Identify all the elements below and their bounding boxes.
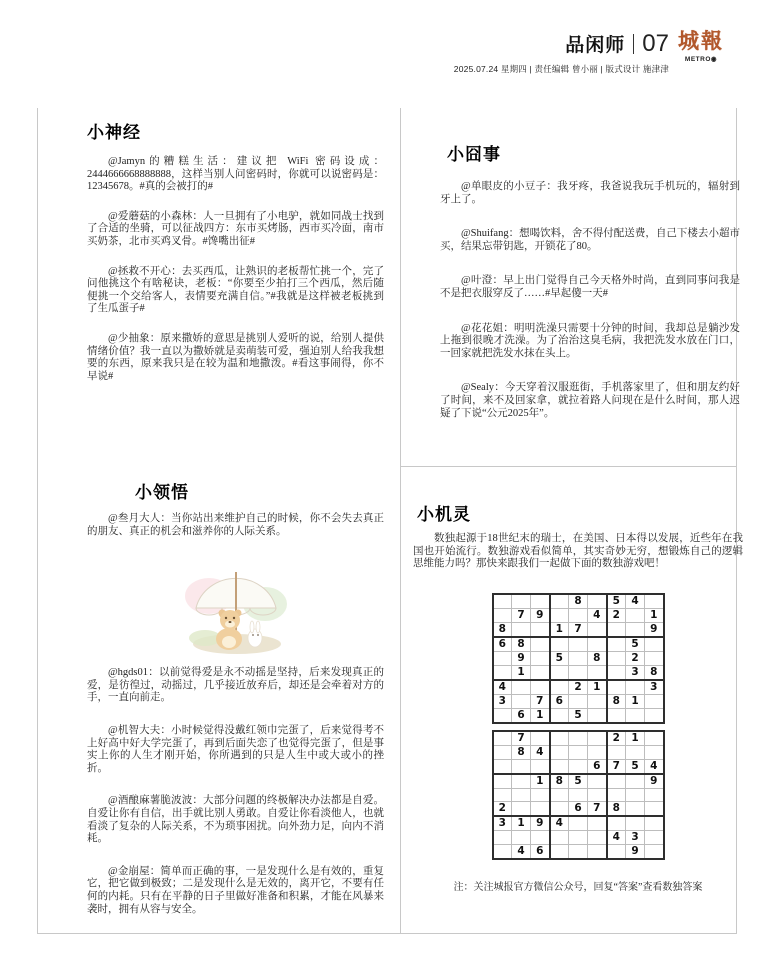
sudoku-cell xyxy=(645,637,664,652)
sudoku-cell: 4 xyxy=(588,608,607,622)
sudoku-cell xyxy=(550,608,569,622)
sudoku-cell xyxy=(550,708,569,723)
right-section-divider xyxy=(400,466,737,467)
sudoku-cell: 9 xyxy=(531,816,550,831)
sudoku-cell: 2 xyxy=(569,680,588,695)
page-number: 07 xyxy=(642,29,669,57)
sudoku-cell xyxy=(493,608,512,622)
sudoku-cell: 7 xyxy=(588,801,607,816)
sudoku-cell: 5 xyxy=(626,759,645,774)
sudoku-cell: 1 xyxy=(626,694,645,708)
sudoku-cell xyxy=(531,680,550,695)
sudoku-cell: 7 xyxy=(531,694,550,708)
sudoku-cell: 8 xyxy=(512,637,531,652)
sudoku-cell xyxy=(493,665,512,680)
sudoku-cell xyxy=(626,708,645,723)
masthead-title xyxy=(454,30,669,57)
sudoku-cell xyxy=(645,731,664,746)
sudoku-cell: 7 xyxy=(607,759,626,774)
sudoku-cell xyxy=(531,801,550,816)
sudoku-cell: 3 xyxy=(493,816,512,831)
sudoku-table xyxy=(492,730,665,860)
sudoku-cell xyxy=(607,788,626,801)
section-xiaojiling xyxy=(413,500,743,894)
sudoku-cell: 4 xyxy=(607,830,626,844)
sudoku-cell xyxy=(550,731,569,746)
sudoku-cell xyxy=(569,731,588,746)
sudoku-cell: 1 xyxy=(645,608,664,622)
sudoku-cell xyxy=(550,637,569,652)
sudoku-cell: 8 xyxy=(512,745,531,759)
sudoku-cell: 5 xyxy=(607,594,626,609)
sudoku-cell xyxy=(531,637,550,652)
sudoku-cell xyxy=(607,622,626,637)
sudoku-cell: 8 xyxy=(550,774,569,789)
sudoku-cell xyxy=(588,844,607,859)
sudoku-cell xyxy=(550,745,569,759)
sudoku-cell xyxy=(645,788,664,801)
sudoku-cell xyxy=(626,680,645,695)
sudoku-cell xyxy=(512,774,531,789)
sudoku-cell xyxy=(531,731,550,746)
sudoku-cell: 8 xyxy=(493,622,512,637)
sudoku-cell xyxy=(531,651,550,665)
sudoku-cell xyxy=(569,816,588,831)
sudoku-cell xyxy=(569,694,588,708)
sudoku-cell xyxy=(550,665,569,680)
sudoku-cell xyxy=(607,844,626,859)
sudoku-cell xyxy=(588,594,607,609)
sudoku-cell: 4 xyxy=(531,745,550,759)
sudoku-cell xyxy=(493,708,512,723)
sudoku-cell: 4 xyxy=(645,759,664,774)
sudoku-cell xyxy=(569,637,588,652)
sudoku-cell xyxy=(626,622,645,637)
paragraph: @金崩屋：简单而正确的事，一是发现什么是有效的，重复它，把它做到极致；二是发现什么是无效的，离开它，不要有任何的内耗。只有在平静的日子里做好准备和积累，才能在风暴来袭时，拥有从容与安全。 xyxy=(87,865,384,915)
section-xiaojiongshi xyxy=(440,140,740,442)
sudoku-cell xyxy=(588,731,607,746)
sudoku-cell: 1 xyxy=(531,708,550,723)
sudoku-cell: 2 xyxy=(493,801,512,816)
sudoku-cell: 6 xyxy=(550,694,569,708)
sudoku-cell: 4 xyxy=(512,844,531,859)
sudoku-cell: 2 xyxy=(607,731,626,746)
section-xiaolingwu xyxy=(87,478,384,936)
paragraph: @酒酿麻薯脆波波：大部分问题的终极解决办法都是自爱。自爱让你有自信，出手就比别人勇敢。自爱让你看淡他人，也就看淡了复杂的人际关系，不为琐事困扰。向外劲力足，向内不消耗。 xyxy=(87,795,384,845)
sudoku-cell: 5 xyxy=(550,651,569,665)
sudoku-cell: 3 xyxy=(626,830,645,844)
sudoku-cell: 6 xyxy=(588,759,607,774)
sudoku-cell xyxy=(512,694,531,708)
sudoku-cell xyxy=(550,844,569,859)
sudoku-cell xyxy=(645,594,664,609)
sudoku-cell xyxy=(512,801,531,816)
sudoku-cell xyxy=(588,830,607,844)
sudoku-cell xyxy=(550,680,569,695)
sudoku-cell xyxy=(493,774,512,789)
sudoku-cell xyxy=(531,830,550,844)
sudoku-table xyxy=(492,593,665,724)
sudoku-cell: 8 xyxy=(569,594,588,609)
sudoku-grid-2 xyxy=(413,730,743,860)
sudoku-cell: 8 xyxy=(588,651,607,665)
sudoku-cell xyxy=(626,774,645,789)
sudoku-cell xyxy=(569,788,588,801)
section-title: 小领悟 xyxy=(135,483,189,502)
section-title: 小机灵 xyxy=(417,505,471,524)
sudoku-cell xyxy=(512,594,531,609)
sudoku-cell: 4 xyxy=(493,680,512,695)
sudoku-cell xyxy=(493,788,512,801)
sudoku-cell xyxy=(569,830,588,844)
sudoku-cell xyxy=(588,745,607,759)
sudoku-cell: 9 xyxy=(626,844,645,859)
sudoku-cell: 1 xyxy=(512,816,531,831)
sudoku-cell: 1 xyxy=(531,774,550,789)
sudoku-cell xyxy=(493,830,512,844)
sudoku-cell xyxy=(626,608,645,622)
sudoku-cell xyxy=(607,816,626,831)
paragraph: @hgds01：以前觉得爱是永不动摇是坚持，后来发现真正的爱，是彷徨过，动摇过，几乎接近放弃后，却还是会牵着对方的手，一直向前走。 xyxy=(87,667,384,704)
sudoku-cell: 8 xyxy=(607,694,626,708)
sudoku-cell xyxy=(531,788,550,801)
sudoku-cell: 3 xyxy=(645,680,664,695)
sudoku-cell xyxy=(645,816,664,831)
sudoku-cell xyxy=(588,665,607,680)
sudoku-cell: 1 xyxy=(550,622,569,637)
sudoku-cell: 2 xyxy=(626,651,645,665)
sudoku-cell xyxy=(607,637,626,652)
sudoku-cell: 5 xyxy=(626,637,645,652)
sudoku-cell xyxy=(569,665,588,680)
section-title: 小囧事 xyxy=(447,145,501,164)
illustration-svg xyxy=(179,558,293,658)
page-header xyxy=(454,30,724,75)
column-divider xyxy=(400,108,401,934)
sudoku-cell xyxy=(493,745,512,759)
chengbao-logo xyxy=(678,30,724,63)
sudoku-cell xyxy=(645,844,664,859)
sudoku-cell: 5 xyxy=(569,708,588,723)
section-title: 小神经 xyxy=(87,123,141,142)
sudoku-cell xyxy=(588,816,607,831)
page-border-left xyxy=(37,108,38,934)
sudoku-cell xyxy=(493,844,512,859)
sudoku-cell xyxy=(588,774,607,789)
sudoku-cell xyxy=(569,844,588,859)
paragraph: @花花姐：明明洗澡只需要十分钟的时间，我却总是躺沙发上拖到很晚才洗澡。为了治治这臭毛病，我把洗发水放在门口，一回家就把洗发水抹在头上。 xyxy=(440,322,740,359)
sudoku-cell xyxy=(531,759,550,774)
sudoku-cell xyxy=(493,731,512,746)
paragraph: @拯救不开心：去买西瓜，让熟识的老板帮忙挑一个，完了问他挑这个有啥秘诀，老板：“你要至少拍打三个西瓜，然后随便挑一个交给客人，表情要充满自信。”#我就是这样被老板挑到了生瓜蛋子# xyxy=(87,265,384,315)
sudoku-cell xyxy=(607,651,626,665)
sudoku-cell: 2 xyxy=(607,608,626,622)
sudoku-cell xyxy=(607,774,626,789)
sudoku-cell xyxy=(588,622,607,637)
sudoku-cell xyxy=(626,801,645,816)
sudoku-cell xyxy=(588,637,607,652)
teddy-bear-umbrella-illustration xyxy=(179,558,293,658)
sudoku-cell xyxy=(645,830,664,844)
section-body-top xyxy=(87,513,384,538)
metro-logo-text: METRO◉ xyxy=(684,56,718,63)
paragraph: @Jamyn的糟糕生活：建议把 WiFi 密码设成：2444666668888888，这样当别人问密码时，你就可以说密码是：12345678。#真的会被打的# xyxy=(87,156,384,193)
sudoku-cell xyxy=(550,759,569,774)
paragraph: @Shuifang：想喝饮料，舍不得付配送费，自己下楼去小超市买，结果忘带钥匙，开锁花了80。 xyxy=(440,228,740,252)
sudoku-cell: 7 xyxy=(512,731,531,746)
sudoku-cell: 9 xyxy=(531,608,550,622)
sudoku-cell xyxy=(607,708,626,723)
sudoku-grid-1 xyxy=(413,593,743,724)
sudoku-cell xyxy=(512,788,531,801)
sudoku-cell xyxy=(645,801,664,816)
sudoku-cell xyxy=(550,788,569,801)
sudoku-cell xyxy=(493,651,512,665)
sudoku-cell xyxy=(645,708,664,723)
sudoku-cell: 3 xyxy=(626,665,645,680)
sudoku-cell xyxy=(569,608,588,622)
date-editor-line: 2025.07.24 星期四 | 责任编辑 曾小丽 | 版式设计 施津津 xyxy=(453,64,669,74)
sudoku-cell: 7 xyxy=(569,622,588,637)
sudoku-cell: 9 xyxy=(645,774,664,789)
sudoku-cell xyxy=(645,745,664,759)
sudoku-cell: 8 xyxy=(645,665,664,680)
sudoku-cell xyxy=(569,651,588,665)
sudoku-cell xyxy=(645,651,664,665)
sudoku-cell: 1 xyxy=(588,680,607,695)
sudoku-cell: 3 xyxy=(493,694,512,708)
sudoku-cell: 6 xyxy=(493,637,512,652)
sudoku-intro: 数独起源于18世纪末的瑞士，在美国、日本得以发展，近些年在我国也开始流行。数独游戏看似简单，其实奇妙无穷，想锻炼自己的逻辑思维能力吗？那快来跟我们一起做下面的数独游戏吧！ xyxy=(413,533,743,570)
sudoku-cell xyxy=(493,759,512,774)
paragraph: @机智大夫：小时候觉得没戴红领巾完蛋了，后来觉得考不上好高中好大学完蛋了，再到后面失恋了也觉得完蛋了，但是事实上你的人生才刚开始，你所遇到的只是人生中或大或小的挫折。 xyxy=(87,724,384,774)
section-body xyxy=(440,181,740,420)
sudoku-cell xyxy=(550,830,569,844)
sudoku-cell xyxy=(626,745,645,759)
sudoku-cell xyxy=(569,759,588,774)
sudoku-cell xyxy=(512,830,531,844)
sudoku-cell xyxy=(512,759,531,774)
paragraph: @少抽象：原来撒娇的意思是挑别人爱听的说，给别人提供情绪价值？我一直以为撒娇就是卖萌装可爱，强迫别人给我我想要的东西，原来我只是在较为温和地撒泼。#看这事闹得，你不早说# xyxy=(87,332,384,382)
masthead-separator xyxy=(633,34,634,54)
sudoku-cell xyxy=(531,665,550,680)
paragraph: @爱蘑菇的小森林：人一旦拥有了小电驴，就如同战士找到了合适的坐骑，可以征战四方：东市买烤肠，西市买冷面，南市买奶茶，北市买鸡叉骨。#馋嘴出征# xyxy=(87,210,384,247)
paragraph: @叶澄：早上出门觉得自己今天格外时尚，直到同事问我是不是把衣服穿反了……#早起傻一天# xyxy=(440,275,740,299)
sudoku-cell: 1 xyxy=(626,731,645,746)
sudoku-cell xyxy=(607,745,626,759)
section-body xyxy=(87,156,384,383)
sudoku-cell: 4 xyxy=(550,816,569,831)
sudoku-cell xyxy=(607,680,626,695)
sudoku-cell: 5 xyxy=(569,774,588,789)
section-xiaoshenjing xyxy=(87,118,384,400)
sudoku-cell xyxy=(512,622,531,637)
sudoku-cell: 6 xyxy=(512,708,531,723)
sudoku-cell xyxy=(550,801,569,816)
paragraph: @单眼皮的小豆子：我牙疼，我爸说我玩手机玩的，辐射到牙上了。 xyxy=(440,181,740,205)
newspaper-logo-text: 城報 xyxy=(678,30,724,53)
sudoku-cell: 6 xyxy=(531,844,550,859)
paragraph: @Sealy：今天穿着汉服逛街，手机落家里了，但和朋友约好了时间，来不及回家拿，就拉着路人问现在是什么时间，那人迟疑了下说“公元2025年”。 xyxy=(440,382,740,419)
sudoku-cell xyxy=(626,788,645,801)
sudoku-cell: 9 xyxy=(645,622,664,637)
sudoku-cell xyxy=(607,665,626,680)
sudoku-cell xyxy=(531,622,550,637)
sudoku-cell xyxy=(645,694,664,708)
sudoku-cell xyxy=(493,594,512,609)
sudoku-cell: 8 xyxy=(607,801,626,816)
sudoku-cell: 6 xyxy=(569,801,588,816)
sudoku-cell: 4 xyxy=(626,594,645,609)
section-name: 品闲师 xyxy=(565,35,626,56)
sudoku-cell: 9 xyxy=(512,651,531,665)
sudoku-cell: 7 xyxy=(512,608,531,622)
sudoku-cell xyxy=(512,680,531,695)
sudoku-cell xyxy=(588,694,607,708)
sudoku-cell xyxy=(588,708,607,723)
sudoku-cell xyxy=(531,594,550,609)
sudoku-cell xyxy=(550,594,569,609)
sudoku-cell xyxy=(626,816,645,831)
sudoku-cell xyxy=(569,745,588,759)
paragraph: @叁月大人：当你站出来维护自己的时候，你不会失去真正的朋友、真正的机会和滋养你的人际关系。 xyxy=(87,513,384,537)
sudoku-cell: 1 xyxy=(512,665,531,680)
sudoku-answer-note: 注：关注城报官方微信公众号，回复“答案”查看数独答案 xyxy=(453,881,703,893)
section-body-bottom xyxy=(87,667,384,916)
sudoku-cell xyxy=(588,788,607,801)
